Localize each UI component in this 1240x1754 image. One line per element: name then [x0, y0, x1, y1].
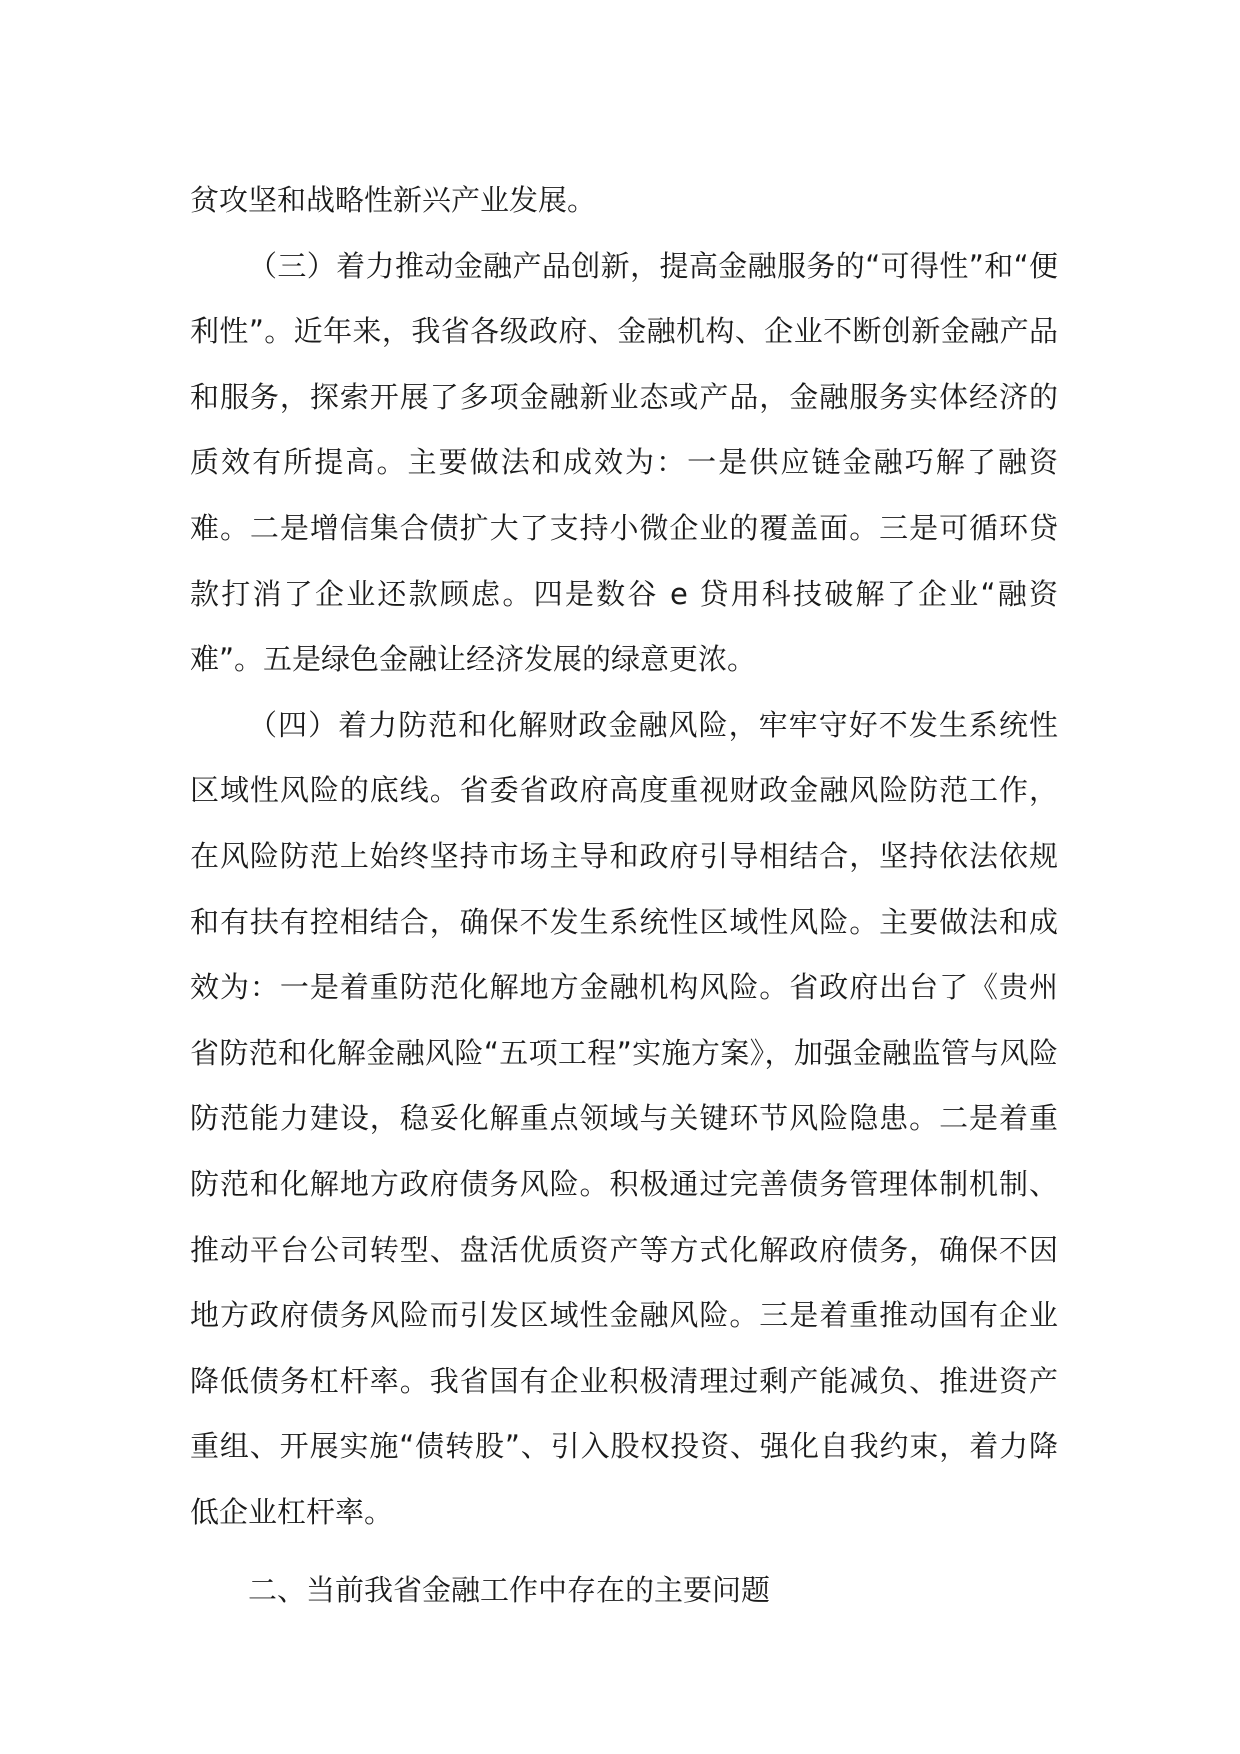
paragraph-section-three: （三）着力推动金融产品创新，提高金融服务的“可得性”和“便利性”。近年来，我省各级政府、金融机构、企业不断创新金融产品和服务，探索开展了多项金融新业态或产品，金融服务实体经济的质效有所提高。主要做法和成效为：一是供应链金融巧解了融资难。二是增信集合债扩大了支持小微企业的覆盖面。三是可循环贷款打消了企业还款顾虑。四是数谷 e 贷用科技破解了企业“融资难”。五是绿色金融让经济发展的绿意更浓。: [190, 248, 1058, 677]
document-body: [190, 168, 1058, 1624]
section-heading: 二、当前我省金融工作中存在的主要问题: [248, 1573, 771, 1608]
paragraph-section-four: （四）着力防范和化解财政金融风险，牢牢守好不发生系统性区域性风险的底线。省委省政府高度重视财政金融风险防范工作，在风险防范上始终坚持市场主导和政府引导相结合，坚持依法依规和有扶有控相结合，确保不发生系统性区域性风险。主要做法和成效为：一是着重防范化解地方金融机构风险。省政府出台了《贵州省防范和化解金融风险“五项工程”实施方案》，加强金融监管与风险防范能力建设，稳妥化解重点领域与关键环节风险隐患。二是着重防范和化解地方政府债务风险。积极通过完善债务管理体制机制、推动平台公司转型、盘活优质资产等方式化解政府债务，确保不因地方政府债务风险而引发区域性金融风险。三是着重推动国有企业降低债务杠杆率。我省国有企业积极清理过剩产能减负、推进资产重组、开展实施“债转股”、引入股权投资、强化自我约束，着力降低企业杠杆率。: [190, 707, 1058, 1529]
paragraph-continuation: 贫攻坚和战略性新兴产业发展。: [190, 183, 597, 217]
